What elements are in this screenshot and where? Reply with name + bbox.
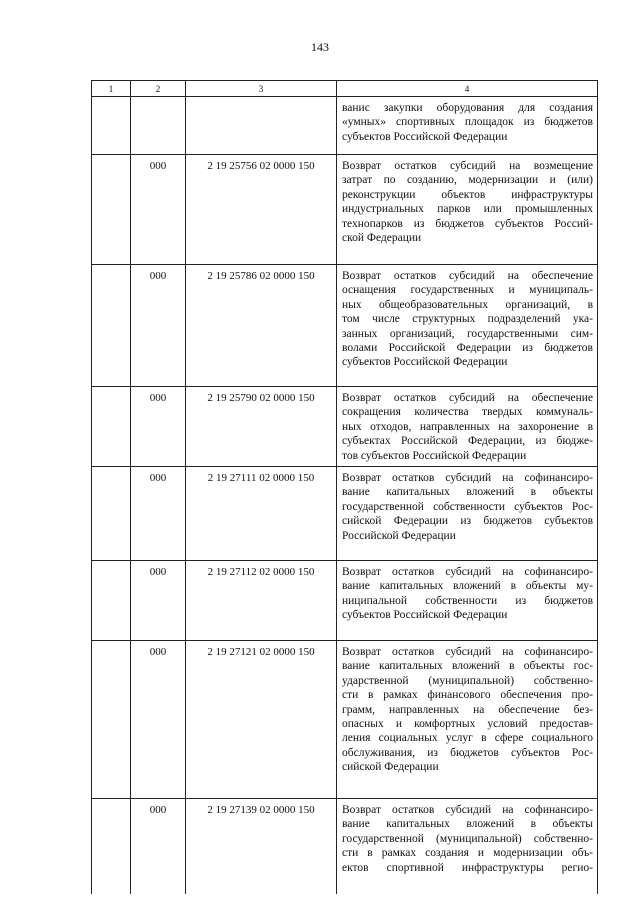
kbk-code-cell: 2 19 27121 02 0000 150 <box>186 641 337 799</box>
description-line: Возврат остатков субсидий на обеспечение <box>342 270 593 282</box>
empty-cell <box>92 799 131 895</box>
description-cell <box>337 641 598 799</box>
description-cell <box>337 155 598 265</box>
description-line: ской Федерации <box>342 232 422 245</box>
admin-code-cell: 000 <box>131 467 186 561</box>
description-line: опасных и комфортных условий предостав- <box>342 718 593 731</box>
kbk-code-cell: 2 19 27111 02 0000 150 <box>186 467 337 561</box>
description-line: ных общеобразовательных организаций, в <box>342 298 593 311</box>
column-header-1: 1 <box>92 81 131 97</box>
description-line: сти в рамках создания и модернизации объ- <box>342 847 593 860</box>
description-line: волами Российской Федерации из бюджетов <box>342 342 593 355</box>
description-line: занных организаций, государственными сим- <box>342 327 593 340</box>
description-cell <box>337 97 598 155</box>
description-line: ниципальной собственности из бюджетов <box>342 594 593 607</box>
empty-cell <box>92 561 131 641</box>
description-line: ударственной (муниципальной) собственно- <box>342 674 593 687</box>
kbk-code-cell <box>186 97 337 155</box>
admin-code-cell: 000 <box>131 265 186 387</box>
description-line: тов субъектов Российской Федерации <box>342 449 527 462</box>
description-line: субъектов Российской Федерации <box>342 356 508 369</box>
description-line: ектов спортивной инфраструктуры регио- <box>342 861 593 874</box>
empty-cell <box>92 97 131 155</box>
table-row <box>92 155 598 265</box>
description-line: сокращения количества твердых коммуналь- <box>342 406 593 419</box>
empty-cell <box>92 265 131 387</box>
admin-code-cell: 000 <box>131 387 186 467</box>
table-row <box>92 387 598 467</box>
description-line: оснащения государственных и муниципаль- <box>342 284 593 297</box>
table-row <box>92 561 598 641</box>
description-cell <box>337 561 598 641</box>
description-line: субъектов Российской Федерации <box>342 130 508 143</box>
kbk-code-cell: 2 19 25790 02 0000 150 <box>186 387 337 467</box>
kbk-code-cell: 2 19 25756 02 0000 150 <box>186 155 337 265</box>
description-line: вание капитальных вложений в объекты <box>342 486 593 499</box>
description-line: субъектах Российской Федерации, из бюдже- <box>342 435 593 448</box>
table-row <box>92 799 598 895</box>
column-header-2: 2 <box>131 81 186 97</box>
description-cell <box>337 387 598 467</box>
empty-cell <box>92 155 131 265</box>
budget-classification-table <box>91 80 598 894</box>
table-row <box>92 97 598 155</box>
kbk-code-cell: 2 19 27112 02 0000 150 <box>186 561 337 641</box>
page-number: 143 <box>311 40 329 54</box>
description-line: грамм, направленных на обеспечение без- <box>342 703 593 716</box>
table-row <box>92 467 598 561</box>
admin-code-cell: 000 <box>131 155 186 265</box>
description-line: государственной (муниципальной) собственно- <box>342 832 593 845</box>
description-line: сти в рамках финансового обеспечения про- <box>342 689 593 702</box>
description-line: государственной собственности субъектов Рос- <box>342 500 593 513</box>
admin-code-cell: 000 <box>131 641 186 799</box>
description-line: вание капитальных вложений в объекты гос- <box>342 660 593 673</box>
description-line: Возврат остатков субсидий на софинансиро- <box>342 804 593 817</box>
kbk-code-cell: 2 19 27139 02 0000 150 <box>186 799 337 895</box>
description-line: затрат по созданию, модернизации и (или) <box>342 174 593 187</box>
description-line: Возврат остатков субсидий на софинансиро- <box>342 472 593 485</box>
description-line: индустриальных парков или промышленных <box>342 203 593 216</box>
description-line: ных отходов, направленных на захоронение в <box>342 420 593 433</box>
table-header-row <box>92 81 598 97</box>
description-line: ления социальных услуг в сфере социального <box>342 732 593 745</box>
description-cell <box>337 467 598 561</box>
description-line: Возврат остатков субсидий на софинансиро- <box>342 566 593 579</box>
description-line: технопарков из бюджетов субъектов Россий- <box>342 217 593 230</box>
description-line: реконструкции объектов инфраструктуры <box>342 188 593 201</box>
description-line: том числе структурных подразделений ука- <box>342 313 593 326</box>
description-line: ванис закупки оборудования для создания <box>342 102 593 114</box>
description-line: обслуживания, из бюджетов субъектов Рос- <box>342 746 593 759</box>
empty-cell <box>92 467 131 561</box>
empty-cell <box>92 641 131 799</box>
description-line: сийской Федерации из бюджетов субъектов <box>342 515 593 528</box>
description-line: Возврат остатков субсидий на возмещение <box>342 160 593 172</box>
column-header-3: 3 <box>186 81 337 97</box>
description-cell <box>337 265 598 387</box>
table-row <box>92 265 598 387</box>
description-line: субъектов Российской Федерации <box>342 609 508 622</box>
description-cell <box>337 799 598 895</box>
description-line: Возврат остатков субсидий на софинансиро- <box>342 646 593 659</box>
description-line: сийской Федерации <box>342 761 439 774</box>
admin-code-cell <box>131 97 186 155</box>
description-line: Возврат остатков субсидий на обеспечение <box>342 392 593 404</box>
kbk-code-cell: 2 19 25786 02 0000 150 <box>186 265 337 387</box>
admin-code-cell: 000 <box>131 799 186 895</box>
admin-code-cell: 000 <box>131 561 186 641</box>
empty-cell <box>92 387 131 467</box>
description-line: «умных» спортивных площадок из бюджетов <box>342 116 593 129</box>
description-line: вание капитальных вложений в объекты <box>342 818 593 831</box>
description-line: Российской Федерации <box>342 529 456 542</box>
column-header-4: 4 <box>337 81 598 97</box>
table-row <box>92 641 598 799</box>
description-line: вание капитальных вложений в объекты му- <box>342 580 593 593</box>
